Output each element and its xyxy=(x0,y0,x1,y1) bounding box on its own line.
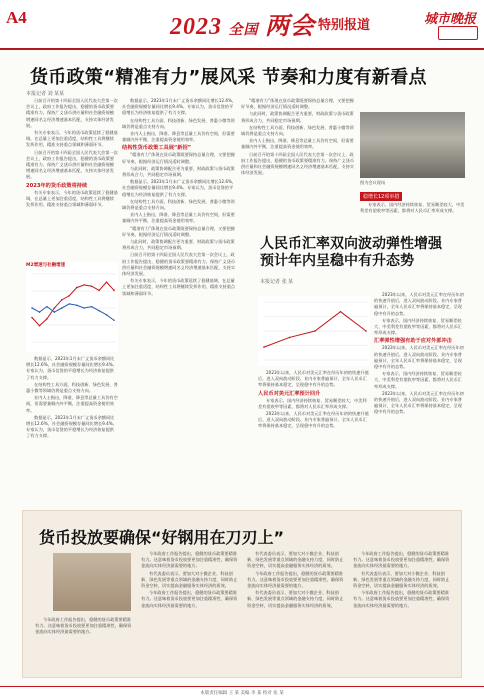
paragraph: 业内人士指出，降准、降息等总量工具仍有空间，但需要兼顾内外平衡，注重提高资金使用效率。 xyxy=(122,131,235,143)
page-number: A4 xyxy=(6,8,27,27)
paragraph: 专家表示，国内经济持续恢复、贸易顺差较大、中美利差有望收窄等因素，都将对人民币汇率形成支撑。 xyxy=(374,317,462,336)
data-point xyxy=(113,319,115,321)
paragraph: 业内人士指出，降准、降息等总量工具仍有空间，但需要兼顾内外平衡，注重提高资金使用效率。 xyxy=(241,138,354,150)
data-point xyxy=(31,307,33,309)
series-line-0 xyxy=(32,282,114,326)
masthead-title xyxy=(170,6,315,41)
paragraph: 专家表示，国内经济持续恢复、贸易顺差较大、中美利差有望收窄等因素，都将对人民币汇率形成支撑。 xyxy=(258,397,367,409)
paragraph: 2023年以来，人民币对美元汇率在经历年初的快速升值后，进入双向波动阶段。业内专家普遍预计，全年人民币汇率将保持基本稳定，呈现稳中有升的态势。 xyxy=(258,370,369,388)
paragraph: 有代表委员表示，要加大对小微企业、科技创新、绿色发展等重点领域的金融支持力度，同时防止资金空转，切实提高金融服务实体经济的质效。 xyxy=(141,570,238,589)
paragraph: 今年政府工作报告提出，稳健的货币政策要精准有力。这意味着货币投放要更加注重精准性，确保资金流向实体经济最需要的地方。 xyxy=(353,551,450,569)
data-point xyxy=(68,303,70,305)
feature-column-1 xyxy=(258,370,370,506)
data-point xyxy=(83,284,85,286)
data-point xyxy=(98,310,100,312)
column-subhead: 结构性货币政策工具展“新招” xyxy=(122,145,192,152)
chart-box xyxy=(26,262,118,352)
feature-byline: 本报记者 张 某 xyxy=(260,279,294,285)
paragraph: 2023年以来，人民币对美元汇率在经历年初的快速升值后，进入双向波动阶段。业内专家普遍预计，全年人民币汇率将保持基本稳定，呈现稳中有升的态势。 xyxy=(374,390,464,415)
news-photo xyxy=(360,112,465,178)
series-line-0 xyxy=(264,312,366,347)
main-headline: 货币政策“精准有力”展风采 节奏和力度有新看点 xyxy=(30,67,427,88)
paragraph: 有代表委员表示，要加大对小微企业、科技创新、绿色发展等重点领域的金融支持力度，同时防止资金空转，切实提高金融服务实体经济的质效。 xyxy=(247,551,344,569)
data-point xyxy=(76,287,78,289)
paragraph: 数据显示，2023年1月末广义货币余额同比增长12.6%，社会融资规模存量同比增长9.4%。专家认为，货币信贷的平稳增长为经济恢复提供了有力支撑。 xyxy=(26,356,117,380)
paragraph: “精准有力”体现在货币政策既要保持总量合理，又要把握好节奏，根据经济运行情况适时调整。 xyxy=(122,225,235,237)
data-point xyxy=(91,306,93,308)
paragraph: 在结构性工具方面，科技创新、绿色发展、普惠小微等领域仍将是重点支持方向。 xyxy=(26,381,118,394)
m2-chart xyxy=(26,268,118,348)
paragraph: 有关专家表示，今年的货币政策延续了稳健基调，在总量上更加注重适度，结构性工具将继续发挥作用，精准支持重点领域和薄弱环节。 xyxy=(26,130,118,148)
paragraph: 业内人士指出，降准、降息等总量工具仍有空间，但需要兼顾内外平衡，注重提高资金使用效率。 xyxy=(122,212,235,224)
data-point xyxy=(365,330,367,332)
paragraph: 专家表示，国内经济持续恢复、贸易顺差较大、中美利差有望收窄等因素，都将对人民币汇率形成支撑。 xyxy=(374,371,462,389)
data-point xyxy=(54,307,56,309)
paragraph: 今年政府工作报告提出，稳健的货币政策要精准有力。这意味着货币投放要更加注重精准性，确保资金流向实体经济最需要的地方。 xyxy=(141,551,238,569)
bottom-headline: 货币投放要确保“好钢用在刀刃上” xyxy=(39,528,285,547)
masthead-subtitle: 特别报道 xyxy=(318,18,371,33)
paragraph: 在结构性工具方面，科技创新、绿色发展、普惠小微等领域仍将是重点支持方向。 xyxy=(241,124,354,137)
masthead xyxy=(0,0,484,50)
newspaper-logo: 城市晚报 xyxy=(423,11,476,26)
paragraph: 今年政府工作报告提出，稳健的货币政策要精准有力。这意味着货币投放要更加注重精准性，确保资金流向实体经济最需要的地方。 xyxy=(247,570,344,589)
data-point xyxy=(39,325,41,327)
paragraph: 与此同时，政策协调配合更为重要，财政政策与货币政策将形成合力，共同稳定市场预期。 xyxy=(122,239,235,251)
chart-title: M2增速与社融增速 xyxy=(26,263,66,268)
paragraph: 数据显示，2023年1月末广义货币余额同比增长12.6%，社会融资规模存量同比增长9.4%。专家认为，货币信贷的平稳增长为经济恢复提供了有力支撑。 xyxy=(122,98,237,116)
photo-caption-box xyxy=(360,180,465,190)
paragraph: 与此同时，政策协调配合更为重要，财政政策与货币政策将形成合力，共同稳定市场预期。 xyxy=(122,165,235,178)
data-point xyxy=(98,290,100,292)
bottom-photo xyxy=(53,553,131,611)
paragraph: 数据显示，2023年1月末广义货币余额同比增长12.6%，社会融资规模存量同比增长9.4%。专家认为，货币信贷的平稳增长为经济恢复提供了有力支撑。 xyxy=(122,179,237,197)
data-point xyxy=(263,346,265,348)
feature-label: 稳增长12项举措 xyxy=(360,192,402,201)
bottom-article-box xyxy=(22,510,462,678)
data-point xyxy=(68,295,70,297)
exchange-rate-chart-box xyxy=(258,296,370,366)
data-point xyxy=(54,311,56,313)
paragraph: 今年政府工作报告提出，稳健的货币政策要精准有力。这意味着货币投放要更加注重精准性，确保资金流向实体经济最需要的地方。 xyxy=(35,617,132,635)
paragraph: 日前召开的第十四届全国人民代表大会第一次会议上，政府工作报告提出，稳健的货币政策要精准有力。保持广义货币供应量和社会融资规模增速同名义经济增速基本匹配，支持实体经济发展。 xyxy=(26,98,118,128)
paragraph: 日前召开的第十四届全国人民代表大会第一次会议上，政府工作报告提出，稳健的货币政策要精准有力。保持广义货币供应量和社会融资规模增速同名义经济增速基本匹配，支持实体经济发展。 xyxy=(241,151,355,176)
article-column-2 xyxy=(122,98,237,504)
paragraph: 与此同时，政策协调配合更为重要，财政政策与货币政策将形成合力，共同稳定市场预期。 xyxy=(241,111,354,123)
seal-decoration xyxy=(438,26,478,40)
data-point xyxy=(46,318,48,320)
bottom-column-4 xyxy=(353,551,453,675)
paragraph: “精准有力”体现在货币政策既要保持总量合理，又要把握好节奏，根据经济运行情况适时调整。 xyxy=(241,98,354,110)
paragraph: 2023年以来，人民币对美元汇率在经历年初的快速升值后，进入双向波动阶段。业内专家普遍预计，全年人民币汇率将保持基本稳定，呈现稳中有升的态势。 xyxy=(374,345,464,370)
paragraph: 有关专家表示，今年的货币政策延续了稳健基调，在总量上更加注重适度，结构性工具将继续发挥作用，精准支持重点领域和薄弱环节。 xyxy=(26,189,118,208)
data-point xyxy=(91,285,93,287)
data-point xyxy=(83,307,85,309)
bottom-column-3 xyxy=(247,551,347,675)
series-line-1 xyxy=(32,304,114,320)
paragraph: 在结构性工具方面，科技创新、绿色发展、普惠小微等领域仍将是重点支持方向。 xyxy=(122,198,235,211)
paragraph: 有代表委员表示，要加大对小微企业、科技创新、绿色发展等重点领域的金融支持力度，同时防止资金空转，切实提高金融服务实体经济的质效。 xyxy=(353,570,450,589)
data-point xyxy=(61,299,63,301)
data-point xyxy=(46,306,48,308)
paragraph: 有代表委员表示，要加大对小微企业、科技创新、绿色发展等重点领域的金融支持力度，同时防止资金空转，切实提高金融服务实体经济的质效。 xyxy=(247,590,344,608)
data-point xyxy=(31,317,33,319)
paragraph: 今年政府工作报告提出，稳健的货币政策要精准有力。这意味着货币投放要更加注重精准性，确保资金流向实体经济最需要的地方。 xyxy=(353,590,450,608)
article-column-1-lower xyxy=(26,356,118,504)
data-point xyxy=(340,311,342,313)
data-point xyxy=(314,330,316,332)
paragraph: “精准有力”体现在货币政策既要保持总量合理，又要把握好节奏，根据经济运行情况适时调整。 xyxy=(122,152,235,164)
exchange-rate-chart xyxy=(258,296,370,366)
bottom-column-2 xyxy=(141,551,241,675)
masthead-year: 2023 xyxy=(170,14,222,40)
data-point xyxy=(289,337,291,339)
data-point xyxy=(76,304,78,306)
data-point xyxy=(61,307,63,309)
data-point xyxy=(113,290,115,292)
paragraph: 日前召开的第十四届全国人民代表大会第一次会议上，政府工作报告提出，稳健的货币政策要精准有力。保持广义货币供应量和社会融资规模增速同名义经济增速基本匹配，支持实体经济发展。 xyxy=(122,252,236,277)
photo-caption: 图为会议现场 xyxy=(360,180,386,185)
page-footer: 本版责任编辑 王 某 美编 李 某 校对 张 某 xyxy=(0,686,484,700)
masthead-full: 全国 xyxy=(228,23,259,38)
bottom-column-1 xyxy=(35,617,135,675)
paragraph: 专家表示，国内经济持续恢复、贸易顺差较大、中美利差有望收窄等因素，都将对人民币汇率形成支撑。 xyxy=(360,202,465,214)
paragraph: 有关专家表示，今年的货币政策延续了稳健基调，在总量上更加注重适度，结构性工具将继续发挥作用，精准支持重点领域和薄弱环节。 xyxy=(122,278,236,296)
article-column-3 xyxy=(241,98,356,230)
feature-headline: 人民币汇率双向波动弹性增强 预计年内呈稳中有升态势 xyxy=(260,236,442,269)
paragraph: 日前召开的第十四届全国人民代表大会第一次会议上，政府工作报告提出，稳健的货币政策要精准有力。保持广义货币供应量和社会融资规模增速同名义经济增速基本匹配，支持实体经济发展。 xyxy=(26,149,118,180)
feature-subhead: 人民币对美元汇率预计回升 xyxy=(258,390,321,397)
paragraph: 2023年以来，人民币对美元汇率在经历年初的快速升值后，进入双向波动阶段。业内专家普遍预计，全年人民币汇率将保持基本稳定，呈现稳中有升的态势。 xyxy=(258,411,369,429)
data-point xyxy=(106,281,108,283)
data-point xyxy=(106,314,108,316)
paragraph: 数据显示，2023年1月末广义货币余额同比增长12.6%，社会融资规模存量同比增长9.4%。专家认为，货币信贷的平稳增长为经济恢复提供了有力支撑。 xyxy=(26,414,117,439)
column-subhead: 2023年的货币政策将持续 xyxy=(26,182,88,189)
main-byline: 本报记者 刘 某某 xyxy=(26,91,65,97)
feature-subhead: 汇率弹性增强有助于应对外部冲击 xyxy=(374,338,452,345)
data-point xyxy=(39,311,41,313)
feature-sidebar-text xyxy=(360,202,465,232)
feature-column-2 xyxy=(374,292,466,506)
paragraph: 2023年以来，人民币对美元汇率在经历年初的快速升值后，进入双向波动阶段。业内专家普遍预计，全年人民币汇率将保持基本稳定，呈现稳中有升的态势。 xyxy=(374,292,464,316)
paragraph: 业内人士指出，降准、降息等总量工具仍有空间，但需要兼顾内外平衡，注重提高资金使用效率。 xyxy=(26,395,118,413)
paragraph: 今年政府工作报告提出，稳健的货币政策要精准有力。这意味着货币投放要更加注重精准性，确保资金流向实体经济最需要的地方。 xyxy=(141,590,238,608)
masthead-main: 两会 xyxy=(265,14,315,40)
article-column-1 xyxy=(26,98,118,258)
paragraph: 在结构性工具方面，科技创新、绿色发展、普惠小微等领域仍将是重点支持方向。 xyxy=(122,117,235,129)
